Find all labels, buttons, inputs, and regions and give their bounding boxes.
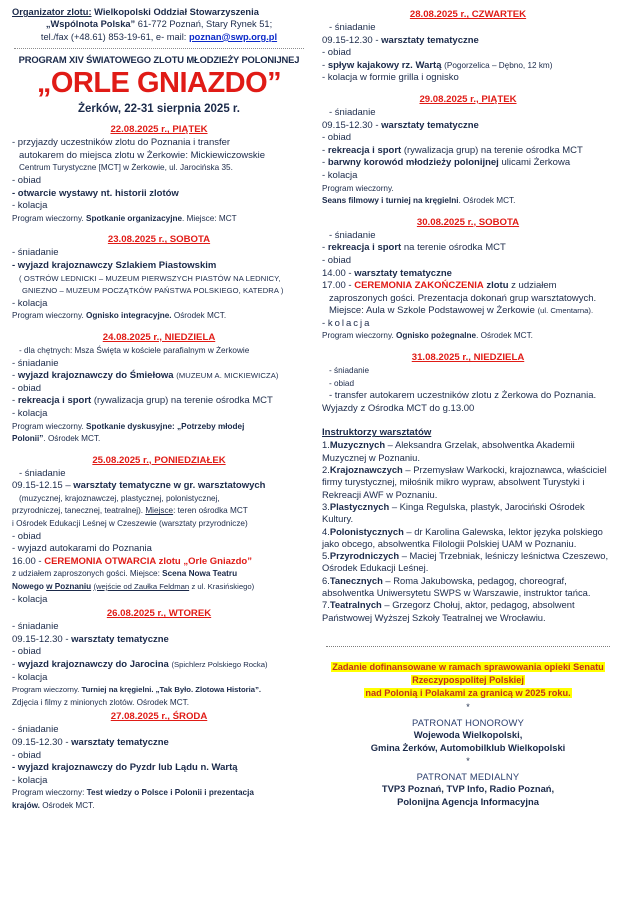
day-line-evening: Program wieczorny. [322, 183, 394, 193]
instructor-item [322, 501, 614, 526]
day-line: - obiad [12, 646, 42, 658]
day-line: 09.15-12.30 - warsztaty tematyczne [12, 633, 169, 645]
day-line: - rekreacja i sport (rywalizacja grup) na terenie ośrodka MCT [322, 144, 583, 156]
day-line: - barwny korowód młodzieży polonijnej ulicami Żerkowa [322, 157, 571, 169]
organizer-name-part2: „Wspólnota Polska” [45, 19, 136, 30]
day-line: Wyjazdy z Ośrodka MCT do g.13.00 [322, 402, 475, 414]
day-line-evening: Seans filmowy i turniej na kręgielni. Ośrodek MCT. [322, 196, 516, 206]
day-line: - wyjazd krajoznawczy do Pyzdr lub Lądu n. Wartą [12, 762, 238, 774]
day-line: przyrodniczej, tanecznej, teatralnej). Miejsce: teren ośrodka MCT [12, 506, 248, 516]
honorary-patronage-heading: PATRONAT HONOROWY [411, 716, 525, 728]
instructor-number: 4. [322, 525, 330, 537]
day-line: - śniadanie [329, 106, 376, 118]
instructor-category: Plastycznych [329, 500, 390, 512]
day-block-23-08 [12, 234, 306, 323]
day-line: - rekreacja i sport (rywalizacja grup) na terenie ośrodka MCT [12, 395, 273, 407]
day-heading: 24.08.2025 r., NIEDZIELA [102, 331, 216, 343]
day-block-25-08 [12, 455, 306, 607]
day-line: - śniadanie [12, 621, 59, 633]
instructor-item [322, 526, 614, 551]
day-line-evening: Program wieczorny. Spotkanie dyskusyjne: „Potrzeby młodej [12, 421, 245, 431]
day-line-ceremony: 17.00 - CEREMONIA ZAKOŃCZENIA zlotu z udziałem [322, 280, 557, 292]
day-line: - obiad [12, 175, 42, 186]
day-line: - śniadanie [12, 357, 59, 369]
media-patronage-line-2: Polonijna Agencja Informacyjna [397, 795, 539, 807]
instructor-category: Krajoznawczych [329, 464, 403, 476]
instructor-number: 6. [322, 574, 330, 586]
instructor-number: 2. [322, 464, 330, 476]
day-line: - transfer autokarem uczestników zlotu z Żerkowa do Poznania. [329, 390, 597, 402]
day-line: - kolacja w formie grilla i ognisko [322, 72, 459, 84]
honorary-patronage-line-2: Gmina Żerków, Automobilklub Wielkopolski [370, 741, 566, 753]
day-line: Nowego w Poznaniu (wejście od Zaułka Feldman z ul. Krasińskiego) [12, 582, 255, 592]
instructor-category: Przyrodniczych [329, 550, 400, 562]
separator-star: * [466, 701, 470, 712]
day-line: - wyjazd krajoznawczy do Śmiełowa (MUZEUM A. MICKIEWICZA) [12, 370, 279, 382]
instructor-desc: – Grzegorz Chołuj, aktor, pedagog, absolwent Państwowej Wyższej Szkoły Teatralnej we Wrocławiu. [322, 599, 575, 623]
day-line: - rekreacja i sport na terenie ośrodka MCT [322, 242, 506, 254]
day-line: 09.15-12.30 - warsztaty tematyczne [12, 736, 169, 748]
organizer-address: 61-772 Poznań, Stary Rynek 51; [137, 19, 273, 30]
instructor-desc: – Roma Jakubowska, pedagog, choreograf, absolwentka Uniwersytetu SWPS w Warszawie, instruktor tańca. [322, 574, 591, 598]
instructor-desc: – dr Karolina Galewska, lektor języka polskiego jako obcego, absolwentka Filologii Polskiej UAM w Poznaniu. [322, 525, 603, 549]
day-line: - przyjazdy uczestników zlotu do Poznania i transfer [12, 137, 231, 149]
day-line-evening: krajów. Ośrodek MCT. [12, 800, 95, 810]
day-line-evening: Program wieczorny. Turniej na kręgielni. „Tak Było. Zlotowa Historia”. [12, 685, 262, 695]
day-line: - obiad [322, 254, 352, 266]
day-line: autokarem do miejsca zlotu w Żerkowie: Mickiewiczowskie [19, 149, 266, 161]
instructor-item [322, 464, 614, 501]
day-line: - kolacja [322, 169, 358, 181]
day-line: (muzycznej, krajoznawczej, plastycznej, polonistycznej, [19, 493, 220, 503]
day-line: - obiad [329, 378, 355, 388]
day-heading: 28.08.2025 r., CZWARTEK [409, 9, 527, 20]
day-line-evening: Zdjęcia i filmy z minionych zlotów. Ośrodek MCT. [12, 697, 189, 707]
day-line-evening: Program wieczorny. Ognisko pożegnalne. Ośrodek MCT. [322, 331, 533, 341]
day-line: 09.15-12.30 - warsztaty tematyczne [322, 119, 479, 131]
instructor-desc: – Kinga Regulska, plastyk, Jarociński Ośrodek Kultury. [322, 500, 585, 525]
day-line: - kolacja [12, 671, 48, 683]
instructor-item [322, 575, 614, 600]
day-line: - śniadanie [12, 724, 59, 736]
left-column [8, 6, 306, 901]
day-line: - obiad [12, 530, 42, 542]
instructor-item [322, 550, 614, 575]
day-line: z udziałem zaproszonych gości. Miejsce: Scena Nowa Teatru [12, 569, 238, 579]
instructor-number: 3. [322, 500, 330, 512]
day-line: - wyjazd krajoznawczy do Jarocina (Spichlerz Polskiego Rocka) [12, 659, 268, 670]
day-line: 09.15-12.30 - warsztaty tematyczne [322, 34, 479, 46]
organizer-line-2 [12, 18, 306, 30]
organizer-email-link[interactable]: poznan@swp.org.pl [188, 31, 278, 42]
header-divider [14, 48, 304, 49]
day-line: Centrum Turystyczne [MCT] w Żerkowie, ul. Jarocińska 35. [19, 163, 233, 173]
day-line: - wyjazd autokarami do Poznania [12, 543, 152, 555]
media-patronage-line-1: TVP3 Poznań, TVP Info, Radio Poznań, [381, 782, 555, 794]
funding-line-3: nad Polonią i Polakami za granicą w 2025 roku. [365, 687, 571, 698]
day-heading: 27.08.2025 r., ŚRODA [110, 711, 208, 723]
day-line: - obiad [12, 382, 42, 394]
instructors-section [322, 427, 614, 623]
day-heading: 30.08.2025 r., SOBOTA [416, 216, 520, 228]
funding-line-1: Zadanie dofinansowane w ramach sprawowania opieki Senatu [332, 661, 604, 672]
honorary-patronage-line-1: Wojewoda Wielkopolski, [413, 728, 523, 740]
day-block-29-08 [322, 94, 614, 208]
day-line: i Ośrodek Edukacji Leśnej w Czeszewie (warsztaty przyrodnicze) [12, 519, 248, 529]
separator-star: * [466, 755, 470, 766]
instructor-desc: – Maciej Trzebniak, leśniczy leśnictwa Czeszewo, Ośrodek Edukacji Leśnej. [322, 550, 609, 574]
day-heading: 22.08.2025 r., PIĄTEK [110, 124, 208, 136]
right-column [316, 6, 614, 901]
day-line: - kolacja [12, 774, 48, 786]
page-title: „ORLE GNIAZDO” [36, 67, 282, 100]
day-line: - kolacja [12, 200, 48, 212]
day-line: - kolacja [12, 593, 48, 605]
day-line: - kolacja [12, 297, 48, 309]
day-line: GNIEZNO – MUZEUM POCZĄTKÓW PAŃSTWA POLSKIEGO, KATEDRA ) [22, 286, 284, 296]
day-line: ( OSTRÓW LEDNICKI – MUZEUM PIERWSZYCH PIASTÓW NA LEDNICY, [19, 273, 281, 283]
day-block-30-08 [322, 217, 614, 343]
day-line-ceremony: 16.00 - CEREMONIA OTWARCIA zlotu „Orle Gniazdo” [12, 555, 252, 567]
instructor-category: Tanecznych [329, 574, 383, 586]
day-block-31-08 [322, 352, 614, 415]
day-line-evening: Polonii”. Ośrodek MCT. [12, 434, 101, 444]
day-line: Miejsce: Aula w Szkole Podstawowej w Żerkowie (ul. Cmentarna). [329, 305, 594, 317]
day-line: - obiad [12, 749, 42, 761]
organizer-line-3 [12, 31, 306, 43]
organizer-contact: tel./fax (+48.61) 853-19-61, e- mail: [40, 31, 187, 42]
day-line: - śniadanie [12, 247, 59, 259]
day-line: - śniadanie [329, 366, 370, 376]
day-block-28-08 [322, 9, 614, 85]
event-dates: Żerków, 22-31 sierpnia 2025 r. [78, 103, 240, 116]
program-subtitle: PROGRAM XIV ŚWIATOWEGO ZLOTU MŁODZIEŻY POLONIJNEJ [18, 54, 300, 66]
day-block-24-08 [12, 332, 306, 446]
day-line-evening: Program wieczorny. Ognisko integracyjne. Ośrodek MCT. [12, 311, 227, 321]
instructor-number: 1. [322, 439, 330, 451]
day-line: - śniadanie [329, 22, 376, 33]
day-line: - kolacja [322, 317, 372, 329]
media-patronage-heading: PATRONAT MEDIALNY [416, 770, 520, 782]
instructor-number: 7. [322, 599, 330, 611]
day-line: - dla chętnych: Msza Święta w kościele parafialnym w Żerkowie [19, 345, 250, 355]
instructor-category: Teatralnych [329, 599, 382, 611]
day-line: - wyjazd krajoznawczy Szlakiem Piastowskim [12, 259, 217, 271]
day-line: 14.00 - warsztaty tematyczne [322, 267, 452, 279]
day-line: - śniadanie [19, 467, 66, 479]
day-block-26-08 [12, 608, 306, 709]
day-heading: 25.08.2025 r., PONIEDZIAŁEK [92, 454, 226, 466]
day-line: - śniadanie [329, 229, 376, 241]
day-line: 09.15-12.15 – warsztaty tematyczne w gr. warsztatowych [12, 480, 266, 492]
day-line-evening: Program wieczorny. Spotkanie organizacyjne. Miejsce: MCT [12, 213, 237, 223]
day-block-22-08 [12, 124, 306, 225]
funding-notice [322, 661, 614, 700]
instructor-desc: – Aleksandra Grzelak, absolwentka Akademii Muzycznej w Poznaniu. [322, 439, 575, 463]
instructor-item [322, 439, 614, 464]
organizer-label: Organizator zlotu: [12, 7, 92, 17]
day-line: zaproszonych gości. Prezentacja dokonań grup warsztatowych. [329, 292, 597, 304]
day-heading: 31.08.2025 r., NIEDZIELA [411, 352, 525, 364]
organizer-line-1 [12, 6, 306, 18]
instructor-category: Polonistycznych [329, 525, 404, 537]
day-line: - obiad [322, 47, 352, 59]
instructor-category: Muzycznych [329, 439, 386, 451]
day-line: - kolacja [12, 407, 48, 419]
day-heading: 23.08.2025 r., SOBOTA [107, 234, 211, 246]
day-heading: 26.08.2025 r., WTOREK [106, 608, 212, 620]
day-line: - otwarcie wystawy nt. historii zlotów [12, 187, 179, 199]
instructor-number: 5. [322, 550, 330, 562]
day-line: - spływ kajakowy rz. Wartą (Pogorzelica – Dębno, 12 km) [322, 59, 553, 71]
organizer-block [12, 6, 306, 43]
instructor-item [322, 599, 614, 624]
day-block-27-08 [12, 711, 306, 812]
day-line: - obiad [322, 132, 352, 144]
day-line-evening: Program wieczorny: Test wiedzy o Polsce i Polonii i prezentacja [12, 788, 254, 798]
organizer-name-part1: Wielkopolski Oddział Stowarzyszenia [94, 7, 259, 17]
instructor-desc: – Przemysław Warkocki, krajoznawca, właściciel firmy turystycznej, miłośnik mikro wypraw, absolwent Turystyki i Rekreacji AWF w Poznaniu. [322, 464, 607, 500]
instructors-heading: Instruktorzy warsztatów [322, 427, 432, 439]
day-heading: 29.08.2025 r., PIĄTEK [419, 93, 517, 105]
footer-divider [326, 646, 610, 647]
funding-line-2: Rzeczypospolitej Polskiej [412, 674, 524, 685]
